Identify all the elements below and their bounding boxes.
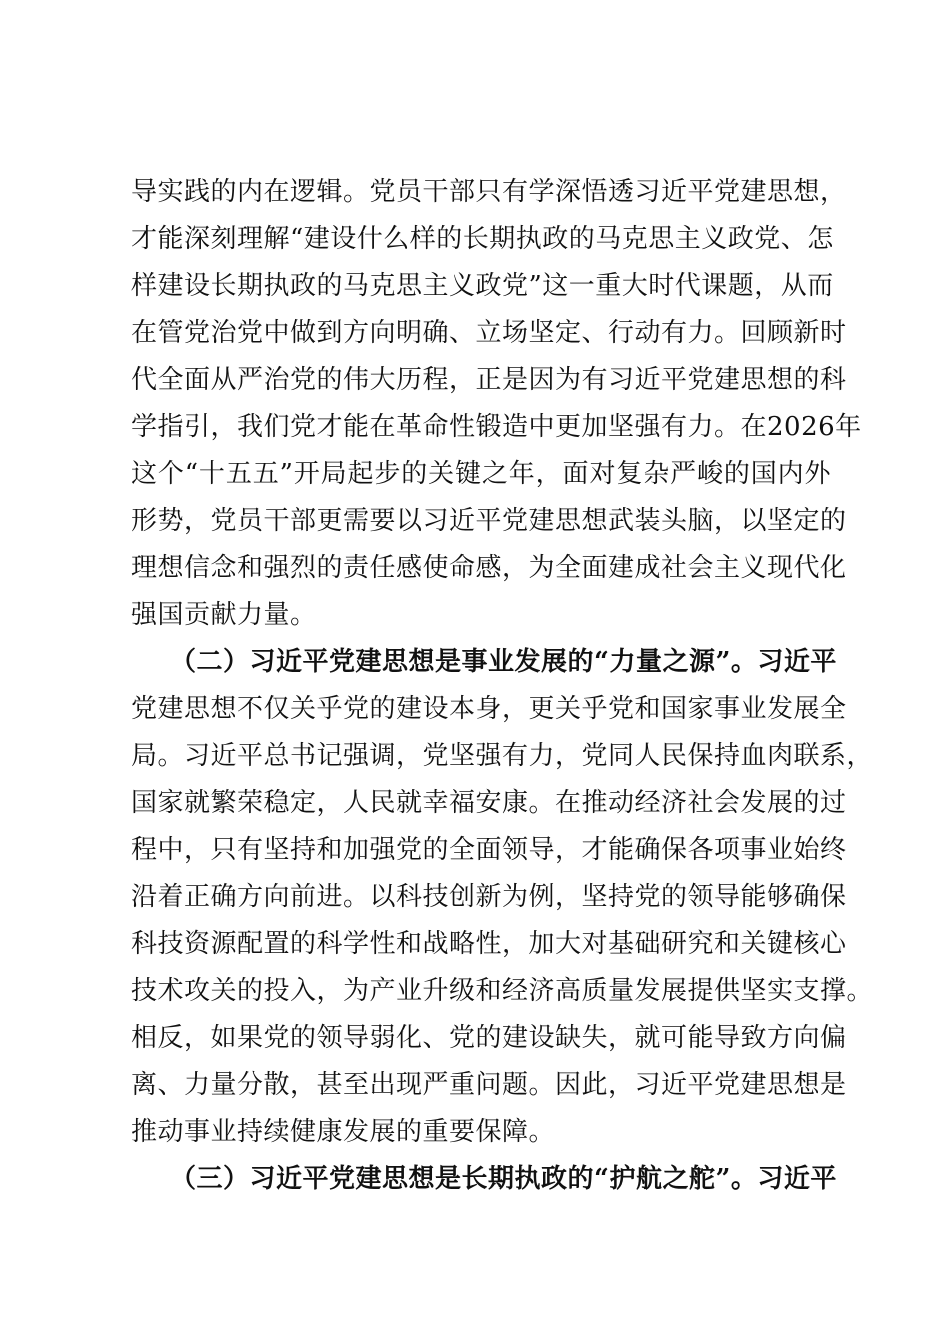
body-text-line: 这个“十五五”开局起步的关键之年，面对复杂严峻的国内外 — [131, 459, 831, 489]
body-text-line: 局。习近平总书记强调，党坚强有力，党同人民保持血肉联系， — [131, 741, 874, 771]
section-heading-line: （三）习近平党建思想是长期执政的“护航之舵”。习近平 — [170, 1164, 837, 1194]
body-text-line: 才能深刻理解“建设什么样的长期执政的马克思主义政党、怎 — [131, 224, 834, 254]
body-text-line: 国家就繁荣稳定，人民就幸福安康。在推动经济社会发展的过 — [131, 788, 847, 818]
body-text-line: 理想信念和强烈的责任感使命感，为全面建成社会主义现代化 — [131, 553, 847, 583]
body-text-line: 程中，只有坚持和加强党的全面领导，才能确保各项事业始终 — [131, 835, 847, 865]
body-text-line: 推动事业持续健康发展的重要保障。 — [131, 1117, 556, 1147]
body-text-line: 代全面从严治党的伟大历程，正是因为有习近平党建思想的科 — [131, 365, 847, 395]
body-text-line: 强国贡献力量。 — [131, 600, 317, 630]
body-text-line: 离、力量分散，甚至出现严重问题。因此，习近平党建思想是 — [131, 1070, 847, 1100]
body-text-line: 导实践的内在逻辑。党员干部只有学深悟透习近平党建思想， — [131, 177, 847, 207]
body-text-line: 学指引，我们党才能在革命性锻造中更加坚强有力。在2026年 — [131, 412, 862, 442]
body-text-line: 相反，如果党的领导弱化、党的建设缺失，就可能导致方向偏 — [131, 1023, 847, 1053]
body-text-line: 科技资源配置的科学性和战略性，加大对基础研究和关键核心 — [131, 929, 847, 959]
section-heading-line: （二）习近平党建思想是事业发展的“力量之源”。习近平 — [170, 647, 837, 677]
body-text-line: 样建设长期执政的马克思主义政党”这一重大时代课题，从而 — [131, 271, 834, 301]
body-text-line: 在管党治党中做到方向明确、立场坚定、行动有力。回顾新时 — [131, 318, 847, 348]
body-text-line: 技术攻关的投入，为产业升级和经济高质量发展提供坚实支撑。 — [131, 976, 874, 1006]
body-text-line: 党建思想不仅关乎党的建设本身，更关乎党和国家事业发展全 — [131, 694, 847, 724]
body-text-line: 沿着正确方向前进。以科技创新为例，坚持党的领导能够确保 — [131, 882, 847, 912]
body-text-line: 形势，党员干部更需要以习近平党建思想武装头脑，以坚定的 — [131, 506, 847, 536]
